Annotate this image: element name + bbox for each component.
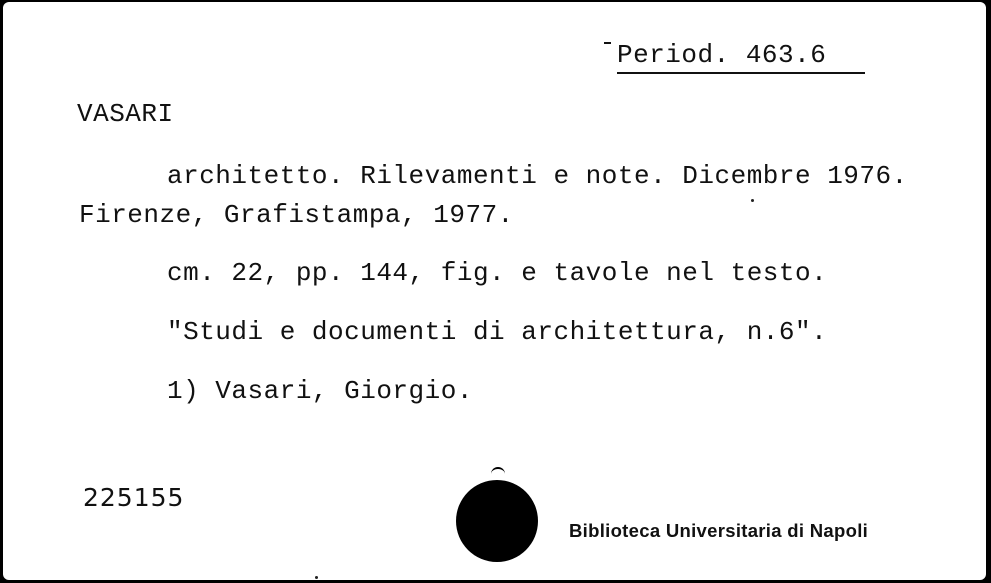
series-line: "Studi e documenti di architettura, n.6".	[167, 317, 828, 347]
ink-speck	[751, 199, 754, 202]
collation-line: cm. 22, pp. 144, fig. e tavole nel testo.	[167, 258, 828, 288]
subject-entry: 1) Vasari, Giorgio.	[167, 376, 473, 406]
author-heading: VASARI	[77, 99, 174, 129]
imprint-line: Firenze, Grafistampa, 1977.	[79, 200, 514, 230]
accession-number: 225155	[83, 483, 185, 512]
title-line: architetto. Rilevamenti e note. Dicembre 1976.	[167, 161, 908, 191]
catalog-card	[3, 2, 986, 580]
shelfmark-tick-mark	[604, 42, 611, 44]
ink-speck	[315, 576, 318, 579]
library-stamp-name: Biblioteca Universitaria di Napoli	[569, 520, 869, 541]
shelfmark: Period. 463.6	[617, 42, 865, 74]
library-stamp-seal	[456, 480, 538, 562]
stamp-seal-nub	[491, 467, 505, 481]
